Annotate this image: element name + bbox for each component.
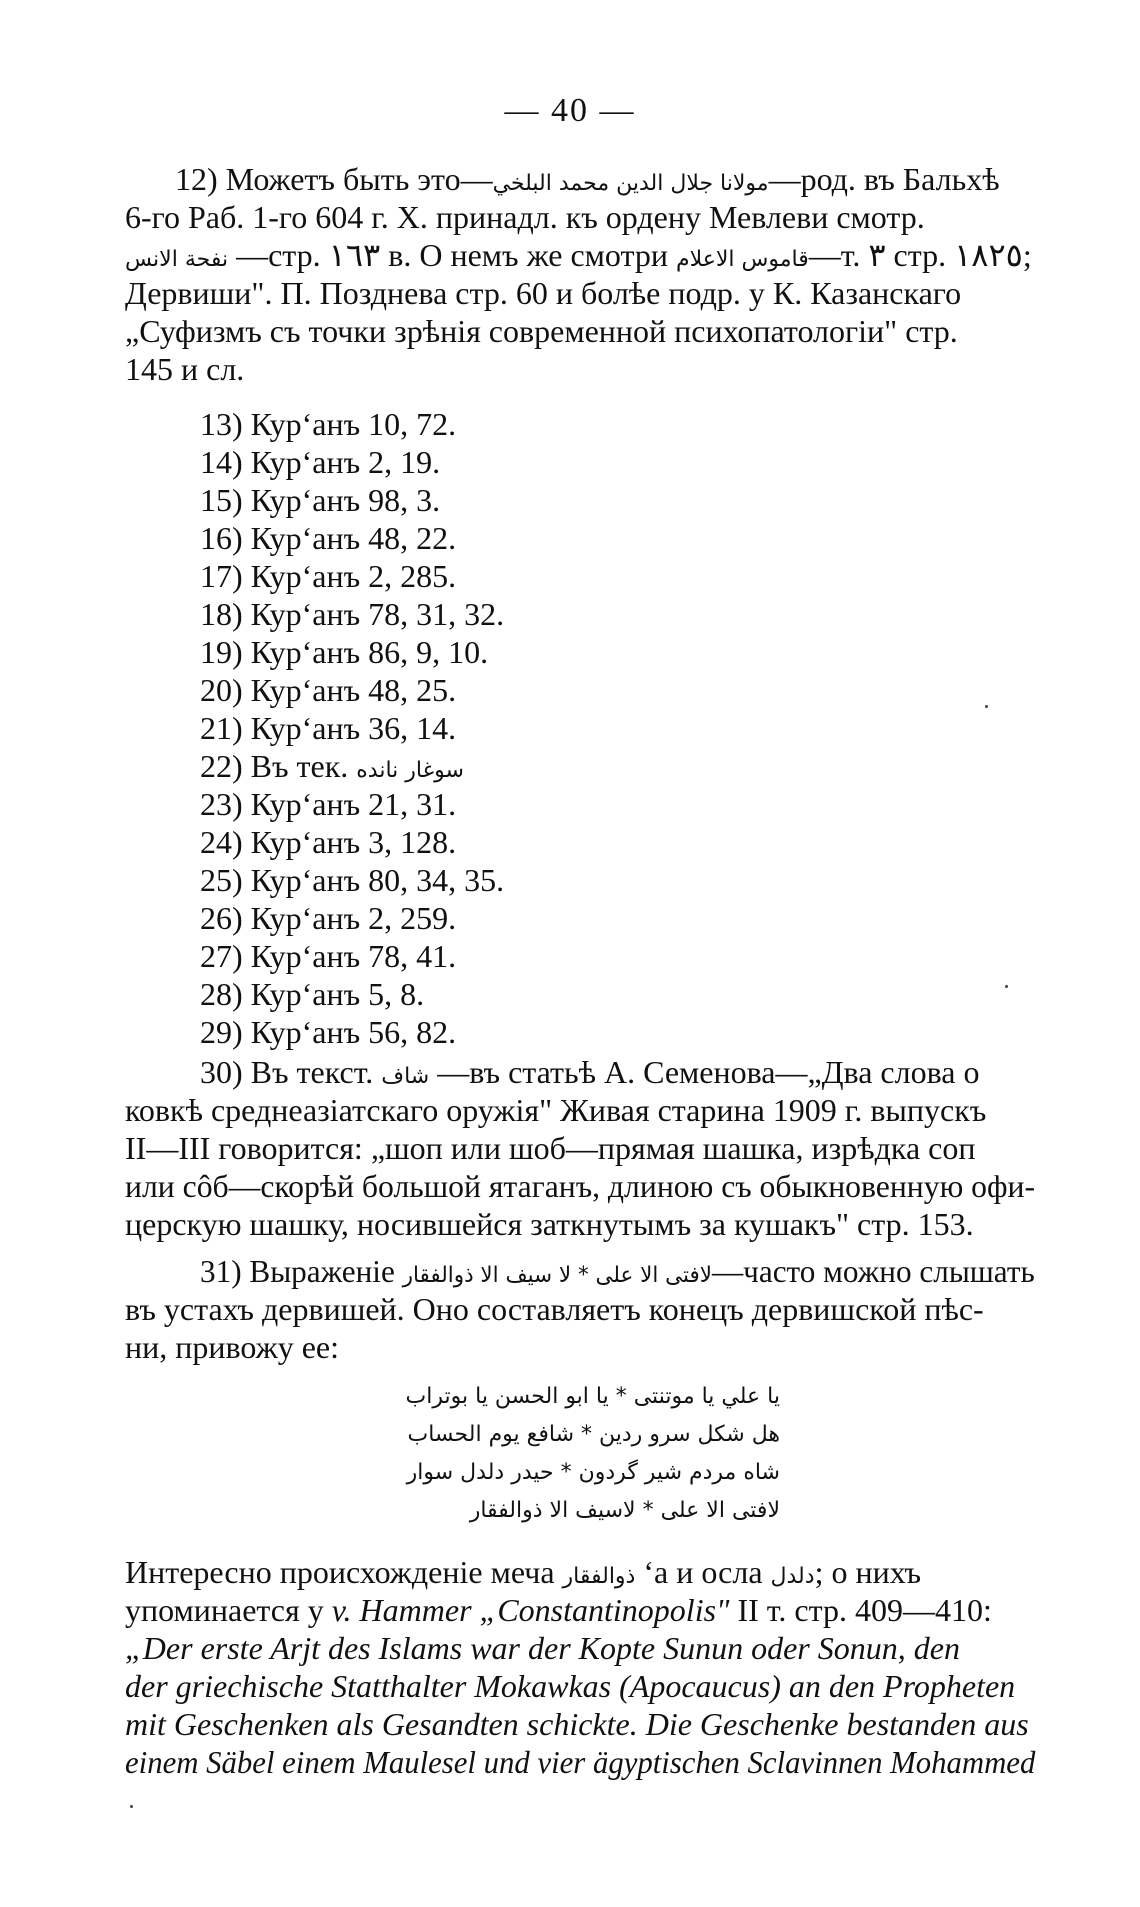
note-12-line-1: 12) Можетъ быть это—مولانا جلال الدين محمد البلخي—род. въ Бальхѣ [175, 161, 1000, 197]
note-30-line-1: 30) Въ текст. شاف —въ статьѣ А. Семенова—„Два слова о [200, 1054, 980, 1090]
note-12-line-5: „Суфизмъ съ точки зрѣнія современной психопатологіи" стр. [125, 313, 958, 349]
footnote-21: 21) Кур‘анъ 36, 14. [200, 710, 457, 746]
note-12-line-4: Дервиши". П. Позднева стр. 60 и болѣе подр. у К. Казанскаго [125, 275, 962, 311]
verse-line-4: لافتى الا على * لاسيف الا ذوالفقار [469, 1498, 780, 1523]
note-30-line-4: или сôб—скорѣй большой ятаганъ, длиною съ обыкновенную офи- [125, 1168, 1036, 1204]
scan-speck [1005, 985, 1008, 988]
footnote-28: 28) Кур‘анъ 5, 8. [200, 976, 425, 1012]
footnote-27: 27) Кур‘анъ 78, 41. [200, 938, 457, 974]
footnote-25: 25) Кур‘анъ 80, 34, 35. [200, 862, 505, 898]
footnote-18: 18) Кур‘анъ 78, 31, 32. [200, 596, 505, 632]
note-30-line-3: II—III говорится: „шоп или шоб—прямая шашка, изрѣдка соп [125, 1130, 976, 1166]
german-quote-line-4: einem Säbel einem Maulesel und vier ägyptischen Sclavinnen Mohammed [125, 1744, 1036, 1780]
footnote-19: 19) Кур‘анъ 86, 9, 10. [200, 634, 489, 670]
footnote-24: 24) Кур‘анъ 3, 128. [200, 824, 457, 860]
body-line-2: упоминается у v. Hammer „Constantinopolis" II т. стр. 409—410: [125, 1592, 992, 1628]
note-12-line-3: نفحة الانس —стр. ١٦٣ в. О немъ же смотри قاموس الاعلام—т. ٣ стр. ١٨٢٥; [125, 237, 1032, 273]
footnote-23: 23) Кур‘анъ 21, 31. [200, 786, 457, 822]
note-30-line-5: церскую шашку, носившейся заткнутымъ за кушакъ" стр. 153. [125, 1206, 974, 1242]
note-31-line-3: ни, привожу ее: [125, 1329, 339, 1365]
verse-line-1: يا علي يا موتنتى * يا ابو الحسن يا بوتراب [405, 1384, 780, 1409]
footnote-29: 29) Кур‘анъ 56, 82. [200, 1014, 457, 1050]
footnote-16: 16) Кур‘анъ 48, 22. [200, 520, 457, 556]
footnote-13: 13) Кур‘анъ 10, 72. [200, 406, 457, 442]
verse-line-3: شاه مردم شير گردون * حيدر دلدل سوار [406, 1460, 780, 1485]
body-line-1: Интересно происхожденіе меча ذوالفقار ‘а и осла دلدل; о нихъ [125, 1554, 922, 1590]
german-quote-line-2: der griechische Statthalter Mokawkas (Apocaucus) an den Propheten [125, 1668, 1016, 1704]
note-12-line-6: 145 и сл. [125, 351, 245, 387]
note-31-line-1: 31) Выраженіе لافتى الا على * لا سيف الا ذوالفقار—часто можно слышать [200, 1253, 1035, 1289]
footnote-14: 14) Кур‘анъ 2, 19. [200, 444, 441, 480]
scan-speck [130, 1805, 133, 1808]
note-30-line-2: ковкѣ среднеазіатскаго оружія" Живая старина 1909 г. выпускъ [125, 1092, 987, 1128]
footnote-22: 22) Въ тек. سوغار نانده [200, 748, 464, 784]
scan-speck [985, 705, 988, 708]
german-quote-line-3: mit Geschenken als Gesandten schickte. Die Geschenke bestanden aus [125, 1706, 1029, 1742]
footnote-15: 15) Кур‘анъ 98, 3. [200, 482, 441, 518]
page-number: — 40 — [504, 92, 636, 129]
german-quote-line-1: „Der erste Arjt des Islams war der Kopte Sunun oder Sonun, den [125, 1630, 960, 1666]
arabic-name: مولانا جلال الدين محمد البلخي [492, 171, 769, 196]
verse-line-2: هل شكل سرو ردين * شافع يوم الحساب [407, 1422, 780, 1447]
note-12-line-2: 6-го Раб. 1-го 604 г. Х. принадл. къ ордену Мевлеви смотр. [125, 199, 925, 235]
footnote-20: 20) Кур‘анъ 48, 25. [200, 672, 457, 708]
footnote-17: 17) Кур‘анъ 2, 285. [200, 558, 457, 594]
footnote-26: 26) Кур‘анъ 2, 259. [200, 900, 457, 936]
note-31-line-2: въ устахъ дервишей. Оно составляетъ конецъ дервишской пѣс- [125, 1291, 984, 1327]
